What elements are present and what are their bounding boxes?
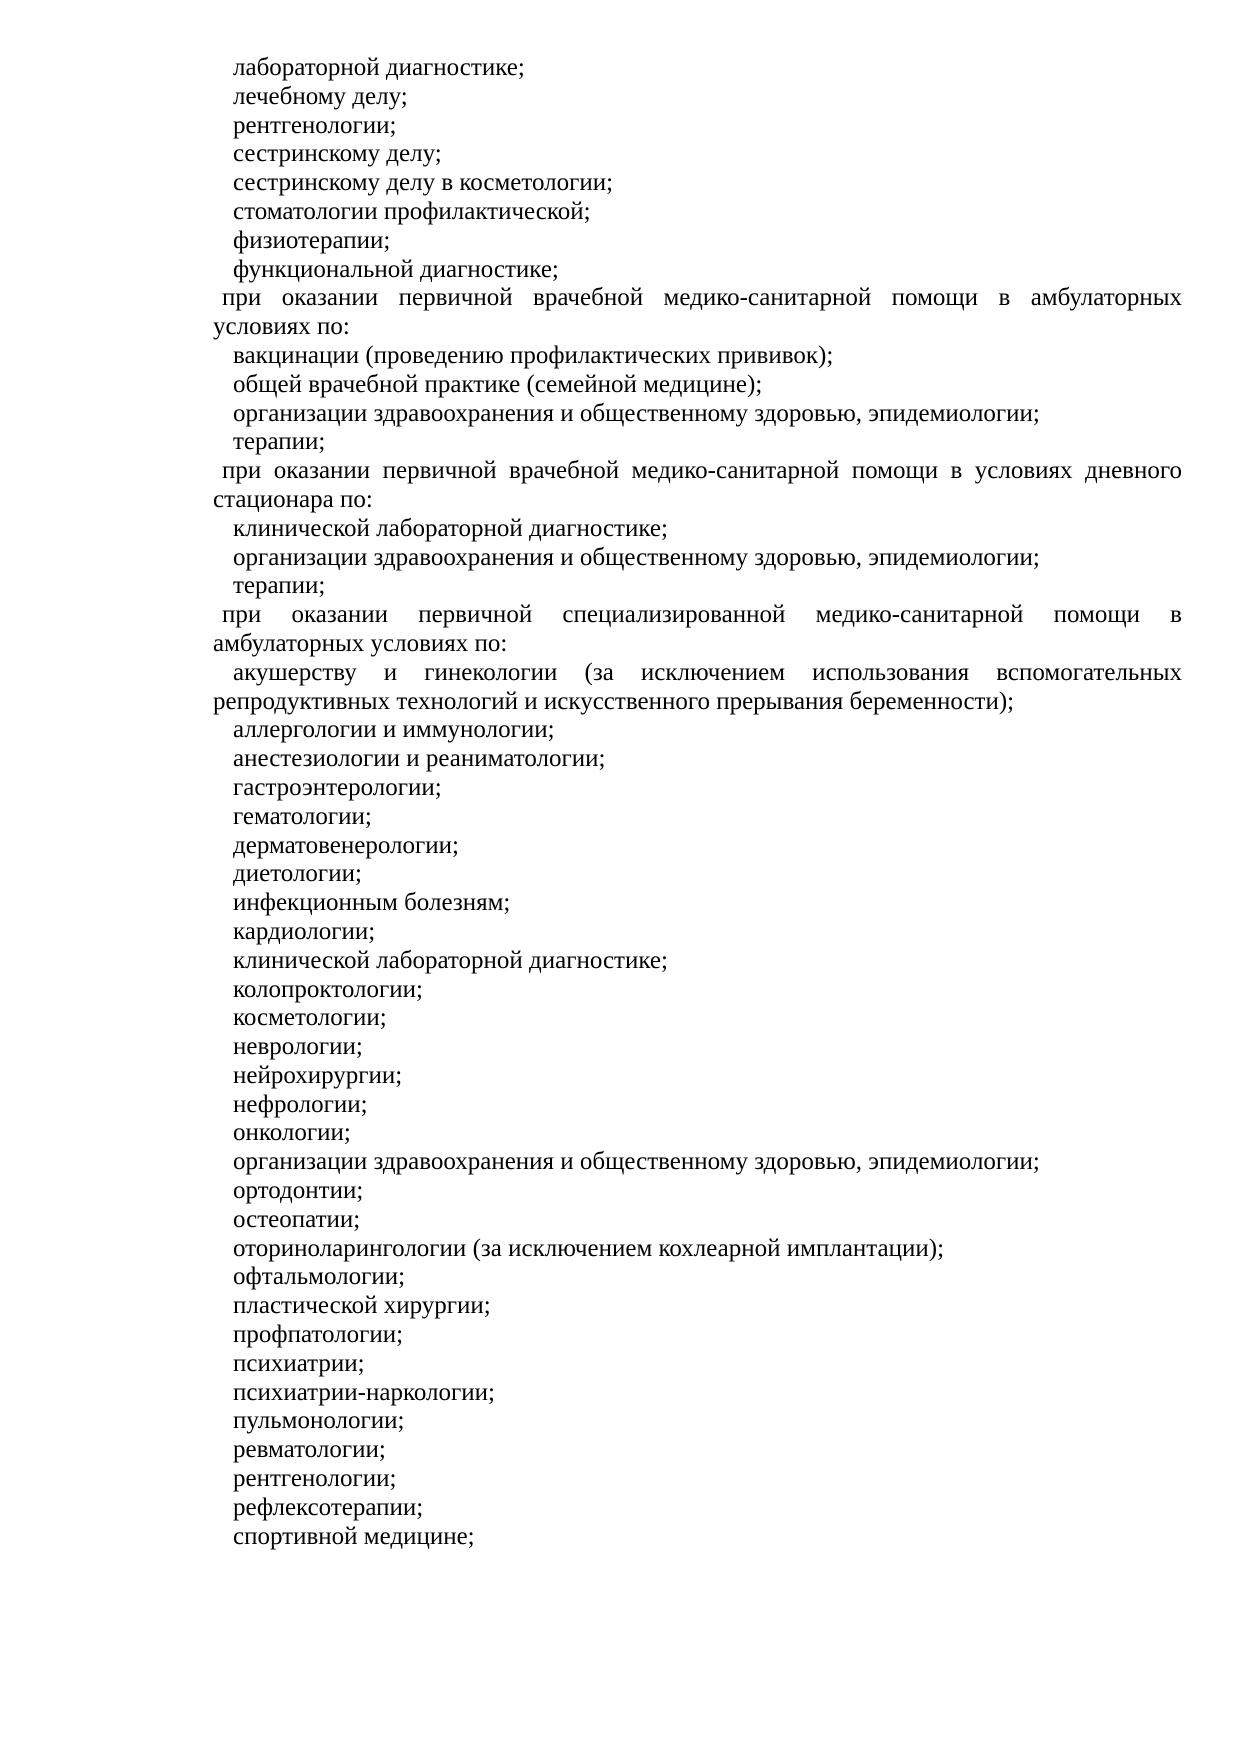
document-paragraph: сестринскому делу в косметологии; bbox=[233, 169, 614, 197]
document-paragraph: клинической лабораторной диагностике; bbox=[233, 946, 668, 974]
document-paragraph: лечебному делу; bbox=[233, 82, 408, 110]
document-paragraph: пульмонологии; bbox=[233, 1407, 405, 1435]
document-paragraph: инфекционным болезням; bbox=[233, 889, 511, 917]
document-paragraph: ортодонтии; bbox=[233, 1177, 364, 1205]
document-paragraph: онкологии; bbox=[233, 1119, 351, 1147]
document-paragraph: остеопатии; bbox=[233, 1205, 361, 1233]
document-paragraph: нейрохирургии; bbox=[233, 1061, 403, 1089]
document-paragraph: терапии; bbox=[233, 572, 326, 600]
document-paragraph: аллергологии и иммунологии; bbox=[233, 716, 555, 744]
document-paragraph: физиотерапии; bbox=[233, 226, 391, 254]
document-paragraph: функциональной диагностике; bbox=[233, 255, 559, 283]
document-paragraph: анестезиологии и реаниматологии; bbox=[233, 745, 606, 773]
document-paragraph: вакцинации (проведению профилактических прививок); bbox=[233, 341, 834, 369]
document-paragraph: нефрологии; bbox=[233, 1090, 368, 1118]
document-paragraph: психиатрии-наркологии; bbox=[233, 1378, 495, 1406]
document-paragraph: колопроктологии; bbox=[233, 975, 423, 1003]
document-paragraph: гастроэнтерологии; bbox=[233, 773, 442, 801]
document-paragraph: при оказании первичной врачебной медико-санитарной помощи в амбулаторных условиях по: bbox=[213, 284, 1182, 341]
document-paragraph: дерматовенерологии; bbox=[233, 831, 459, 859]
document-paragraph: при оказании первичной врачебной медико-санитарной помощи в условиях дневного стационара по: bbox=[213, 457, 1182, 513]
document-paragraph: кардиологии; bbox=[233, 917, 376, 945]
document-paragraph: терапии; bbox=[233, 428, 326, 456]
document-paragraph: пластической хирургии; bbox=[233, 1292, 491, 1320]
document-paragraph: акушерству и гинекологии (за исключением использования вспомогательных репродуктивных технологий и искусственного прерывания беременности); bbox=[213, 658, 1182, 715]
text-block bbox=[213, 54, 1182, 1551]
document-paragraph: при оказании первичной специализированной медико-санитарной помощи в амбулаторных условиях по: bbox=[213, 601, 1182, 657]
document-paragraph: спортивной медицине; bbox=[233, 1522, 475, 1550]
document-paragraph: рефлексотерапии; bbox=[233, 1493, 424, 1521]
document-paragraph: оториноларингологии (за исключением кохлеарной имплантации); bbox=[233, 1234, 945, 1262]
document-paragraph: офтальмологии; bbox=[233, 1263, 406, 1291]
document-paragraph: организации здравоохранения и общественному здоровью, эпидемиологии; bbox=[233, 1148, 1040, 1176]
document-paragraph: гематологии; bbox=[233, 802, 372, 830]
document-paragraph: организации здравоохранения и общественному здоровью, эпидемиологии; bbox=[233, 543, 1040, 571]
document-paragraph: психиатрии; bbox=[233, 1349, 365, 1377]
document-paragraph: неврологии; bbox=[233, 1033, 363, 1061]
document-paragraph: профпатологии; bbox=[233, 1321, 404, 1349]
document-paragraph: рентгенологии; bbox=[233, 1465, 397, 1493]
document-paragraph: диетологии; bbox=[233, 860, 362, 888]
document-paragraph: стоматологии профилактической; bbox=[233, 197, 591, 225]
document-paragraph: организации здравоохранения и общественному здоровью, эпидемиологии; bbox=[233, 399, 1040, 427]
document-paragraph: рентгенологии; bbox=[233, 111, 397, 139]
document-paragraph: косметологии; bbox=[233, 1004, 387, 1032]
document-paragraph: клинической лабораторной диагностике; bbox=[233, 514, 668, 542]
document-paragraph: сестринскому делу; bbox=[233, 140, 442, 168]
document-paragraph: лабораторной диагностике; bbox=[233, 54, 525, 81]
document-paragraph: ревматологии; bbox=[233, 1436, 386, 1464]
document-paragraph: общей врачебной практике (семейной медицине); bbox=[233, 370, 763, 398]
